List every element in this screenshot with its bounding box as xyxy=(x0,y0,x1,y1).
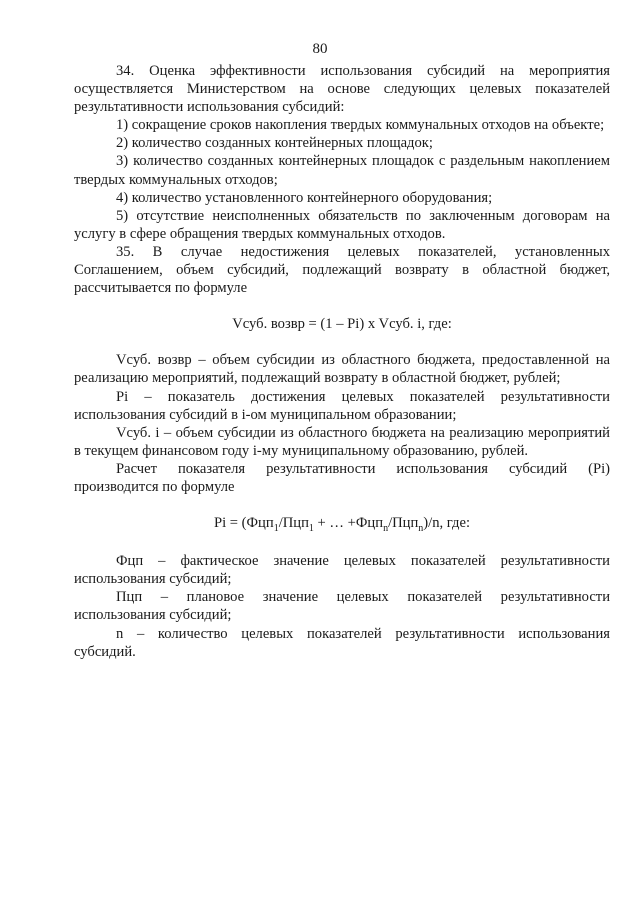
list-item-4: 4) количество установленного контейнерного оборудования; xyxy=(116,189,493,206)
formula-pi-lhs: Pi = (Фцп xyxy=(213,515,274,532)
calculation-intro: Расчет показателя результативности использования субсидий (Pi) производится по формуле xyxy=(74,460,610,495)
paragraph-35: 35. В случае недостижения целевых показателей, установленных Соглашением, объем субсидий, подлежащий возврату в областной бюджет, рассчитывается по формуле xyxy=(74,243,610,297)
definition-n: n – количество целевых показателей результативности использования субсидий. xyxy=(74,625,610,660)
formula-pi xyxy=(74,514,610,532)
formula-pi-mid-1: /Пцп xyxy=(278,515,309,532)
definition-pi: Pi – показатель достижения целевых показателей результативности использования субсидий в i-ом муниципальном образовании; xyxy=(74,388,610,423)
list-item-5: 5) отсутствие неисполненных обязательств по заключенным договорам на услугу в сфере обращения твердых коммунальных отходов. xyxy=(74,207,610,242)
formula-pi-sub-1: 1 xyxy=(273,522,279,534)
definition-v-return: Vсуб. возвр – объем субсидии из областного бюджета, предоставленной на реализацию мероприятий, подлежащий возврату в областной бюджет, рублей; xyxy=(74,352,610,387)
list-item-3: 3) количество созданных контейнерных площадок с раздельным накоплением твердых коммунальных отходов; xyxy=(74,153,610,188)
formula-pi-mid-3: /Пцп xyxy=(388,515,419,532)
list-item-2: 2) количество созданных контейнерных площадок; xyxy=(116,135,433,152)
formula-pi-sub-3: n xyxy=(383,522,389,534)
formula-pi-sub-4: n xyxy=(418,522,424,534)
definition-pcp: Пцп – плановое значение целевых показателей результативности использования субсидий; xyxy=(74,589,610,624)
formula-pi-rhs: )/n, где: xyxy=(423,515,471,532)
definition-fcp: Фцп – фактическое значение целевых показателей результативности использования субсидий; xyxy=(74,553,610,588)
paragraph-34: 34. Оценка эффективности использования субсидий на мероприятия осуществляется Министерством на основе следующих целевых показателей результативности использования субсидий: xyxy=(74,63,610,116)
page-number: 80 xyxy=(312,41,328,57)
list-item-1: 1) сокращение сроков накопления твердых коммунальных отходов на объекте; xyxy=(116,117,605,134)
formula-pi-mid-2: + … +Фцп xyxy=(313,515,384,532)
formula-subsidy-return: Vсуб. возвр = (1 – Pi) x Vсуб. i, где: xyxy=(232,316,452,333)
document-body xyxy=(74,62,610,661)
formula-pi-sub-2: 1 xyxy=(308,522,314,534)
definition-v-i: Vсуб. i – объем субсидии из областного бюджета на реализацию мероприятий в текущем финансовом году i-му муниципальному образованию, рублей. xyxy=(74,424,610,459)
